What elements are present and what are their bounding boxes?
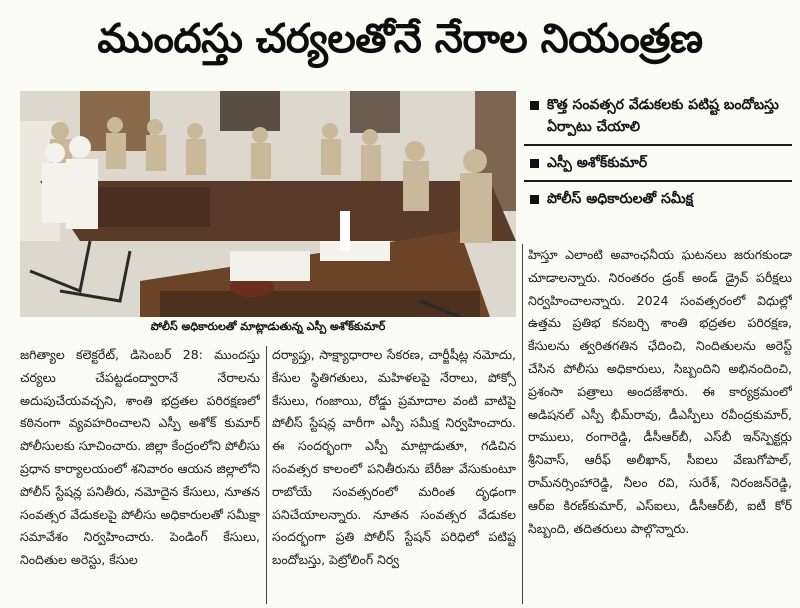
article-text: దర్యాప్తు, సాక్ష్యాధారాల సేకరణ, చార్జీషీట్ల నమోదు, కేసుల స్థితిగతులు, మహిళలపై నేరాలు, పోక్సో కేసులు, గంజాయి, రోడ్డు ప్రమాదాల వంటి వాటిపై పోలీస్ స్టేషన్ల వారీగా ఎస్పీ సమీక్ష నిర్వహించారు. ఈ సందర్భంగా ఎస్పీ మాట్లాడుతూ, గడిచిన సంవత్సర కాలంలో పనితీరును బేరీజు వేసుకుంటూ రాబోయే సంవత్సరంలో మరింత దృఢంగా పనిచేయాలన్నారు. నూతన సంవత్సర వేడుకల సందర్భంగా ప్రతి పోలీస్ స్టేషన్ పరిధిలో పటిష్ట బందోబస్తు, పెట్రోలింగ్ నిర్వ bbox=[272, 347, 516, 568]
meeting-photo bbox=[20, 91, 516, 317]
highlight-item bbox=[524, 88, 792, 146]
highlights-box bbox=[524, 88, 792, 238]
highlight-item bbox=[524, 182, 792, 216]
highlight-text: ఎస్పీ అశోక్‌కుమార్ bbox=[547, 155, 648, 171]
bullet-square-icon bbox=[530, 195, 539, 204]
meeting-photo-illustration bbox=[20, 91, 516, 317]
column-divider bbox=[266, 346, 267, 604]
article-text: హిస్తూ ఎలాంటి అవాంఛనీయ ఘటనలు జరుగకుండా చూడాలన్నారు. నిరంతరం డ్రంక్ అండ్ డ్రైవ్ పరీక్షలు నిర్వహించాలన్నారు. 2024 సంవత్సరంలో విధుల్లో ఉత్తమ ప్రతిభ కనబర్చి శాంతి భద్రతల పరిరక్షణ, కేసులను త్వరితగతిన ఛేదించి, నిందితులను అరెస్ట్ చేసిన పోలీసు అధికారులు, సిబ్బందిని అభినందించి, ప్రశంసా పత్రాలు అందజేశారు. ఈ కార్యక్రమంలో అడిషనల్ ఎస్పీ భీమ్‌రావు, డీఎస్పీలు రవీంద్రకుమార్, రాములు, రంగారెడ్డి, డీసీఆర్‌బీ, ఎస్‌బీ ఇన్‌స్పెక్టర్లు శ్రీనివాస్, ఆరీఫ్ అలీఖాన్, సీఐలు వేణుగోపాల్, రామ్‌నర్సింహారెడ్డి, నీలం రవి, సురేశ్, నిరంజన్‌రెడ్డి, ఆర్ఐ కిరణ్‌కుమార్, ఎస్ఐలు, డీసీఆర్‌బీ, ఐటీ కోర్ సిబ్బంది, తదితరులు పాల్గొన్నారు. bbox=[528, 247, 792, 536]
highlight-text: కొత్త సంవత్సర వేడుకలకు పటిష్ట బందోబస్తు ఏర్పాటు చేయాలి bbox=[547, 97, 779, 135]
article-text: జగిత్యాల కలెక్టరేట్, డిసెంబర్ 28: ముందస్తు చర్యలు చేపట్టడంద్వారానే నేరాలను అదుపుచేయవచ్చని, శాంతి భద్రతల పరిరక్షణలో కఠినంగా వ్యవహరించాలని ఎస్పీ అశోక్ కుమార్ పోలీసులకు సూచించారు. జిల్లా కేంద్రంలోని పోలీసు ప్రధాన కార్యాలయంలో శనివారం ఆయన జిల్లాలోని పోలీస్ స్టేషన్ల పనితీరు, నమోదైన కేసులు, నూతన సంవత్సర వేడుకలపై పోలీసు అధికారులతో సమీక్షా సమావేశం నిర్వహించారు. పెండింగ్ కేసులు, నిందితుల అరెస్టు, కేసుల bbox=[20, 347, 260, 568]
photo-caption: పోలీస్ అధికారులతో మాట్లాడుతున్న ఎస్పీ అశోక్‌కుమార్ bbox=[150, 320, 386, 333]
article-column-1 bbox=[20, 344, 260, 606]
bullet-square-icon bbox=[530, 159, 539, 168]
highlight-text: పోలీస్ అధికారులతో సమీక్ష bbox=[547, 191, 693, 207]
headline: ముందస్తు చర్యలతోనే నేరాల నియంత్రణ bbox=[97, 16, 703, 62]
column-divider bbox=[522, 244, 523, 604]
highlight-item bbox=[524, 146, 792, 182]
article-column-3 bbox=[528, 244, 792, 606]
bullet-square-icon bbox=[530, 101, 539, 110]
article-column-2 bbox=[272, 344, 516, 606]
